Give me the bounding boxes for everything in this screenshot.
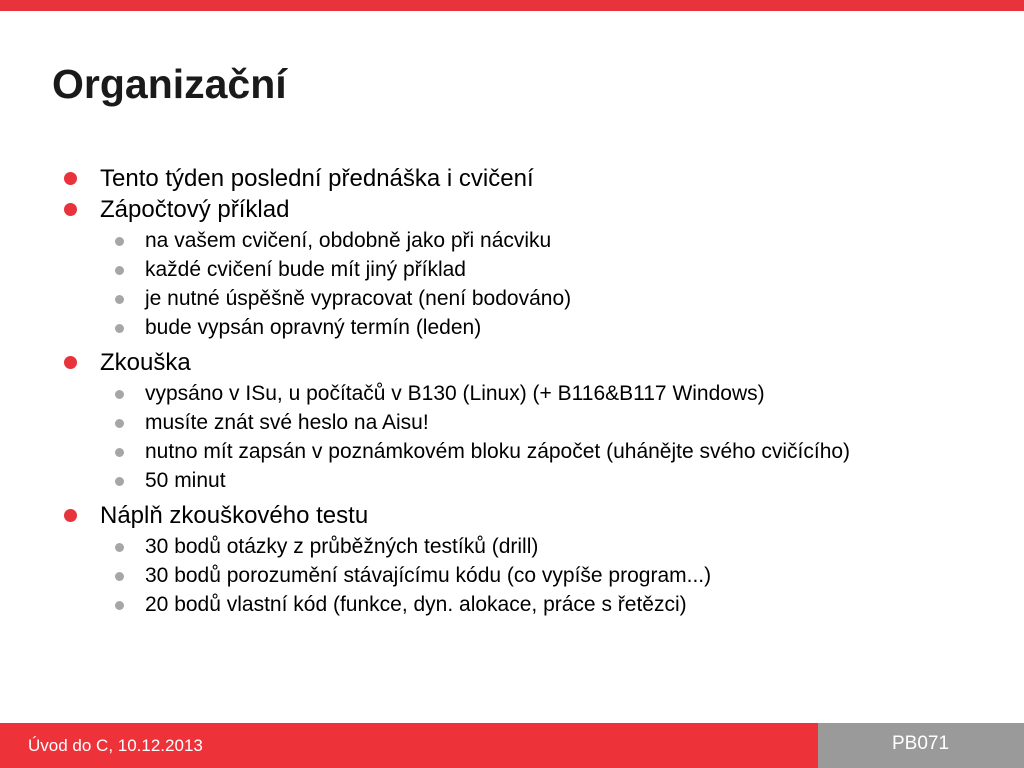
red-bullet-icon (64, 509, 77, 522)
sub-bullet-text: bude vypsán opravný termín (leden) (145, 316, 482, 339)
sub-bullet-item (62, 439, 962, 465)
bullet-text: Tento týden poslední přednáška i cvičení (100, 165, 534, 192)
gray-dot-icon (115, 572, 124, 581)
sub-bullet-text: 50 minut (145, 469, 226, 492)
top-accent-bar (0, 0, 1024, 11)
sub-bullet-text: na vašem cvičení, obdobně jako při nácviku (145, 229, 552, 252)
gray-dot-icon (115, 295, 124, 304)
bullet-item (62, 163, 962, 194)
sub-bullet-item (62, 315, 962, 341)
bullet-text: Náplň zkouškového testu (100, 502, 369, 529)
bullet-item (62, 347, 962, 378)
gray-dot-icon (115, 477, 124, 486)
bullet-list (62, 163, 962, 618)
sub-bullet-item (62, 563, 962, 589)
sub-bullet-item (62, 228, 962, 254)
gray-dot-icon (115, 266, 124, 275)
bullet-text: Zápočtový příklad (100, 196, 290, 223)
gray-dot-icon (115, 324, 124, 333)
sub-bullet-item (62, 410, 962, 436)
bullet-text: Zkouška (100, 349, 191, 376)
bullet-item (62, 500, 962, 531)
bullet-item (62, 194, 962, 225)
footer-course-code: PB071 (892, 733, 950, 754)
red-bullet-icon (64, 203, 77, 216)
sub-bullet-text: nutno mít zapsán v poznámkovém bloku zápočet (uhánějte svého cvičícího) (145, 440, 851, 463)
gray-dot-icon (115, 543, 124, 552)
gray-dot-icon (115, 237, 124, 246)
sub-bullet-item (62, 286, 962, 312)
sub-bullet-text: každé cvičení bude mít jiný příklad (145, 258, 466, 281)
gray-dot-icon (115, 419, 124, 428)
sub-bullet-text: musíte znát své heslo na Aisu! (145, 411, 429, 434)
gray-dot-icon (115, 390, 124, 399)
sub-bullet-item (62, 257, 962, 283)
sub-bullet-item (62, 534, 962, 560)
red-bullet-icon (64, 172, 77, 185)
red-bullet-icon (64, 356, 77, 369)
gray-dot-icon (115, 448, 124, 457)
sub-bullet-item (62, 592, 962, 618)
gray-dot-icon (115, 601, 124, 610)
sub-bullet-text: 30 bodů porozumění stávajícímu kódu (co vypíše program...) (145, 564, 712, 587)
footer-course-date: Úvod do C, 10.12.2013 (28, 736, 203, 755)
sub-bullet-text: 30 bodů otázky z průběžných testíků (drill) (145, 535, 539, 558)
sub-bullet-item (62, 468, 962, 494)
sub-bullet-item (62, 381, 962, 407)
sub-bullet-text: je nutné úspěšně vypracovat (není bodováno) (145, 287, 572, 310)
sub-bullet-text: 20 bodů vlastní kód (funkce, dyn. alokace, práce s řetězci) (145, 593, 687, 616)
sub-bullet-text: vypsáno v ISu, u počítačů v B130 (Linux) (+ B116&B117 Windows) (145, 382, 765, 405)
slide-title: Organizační (52, 61, 287, 107)
